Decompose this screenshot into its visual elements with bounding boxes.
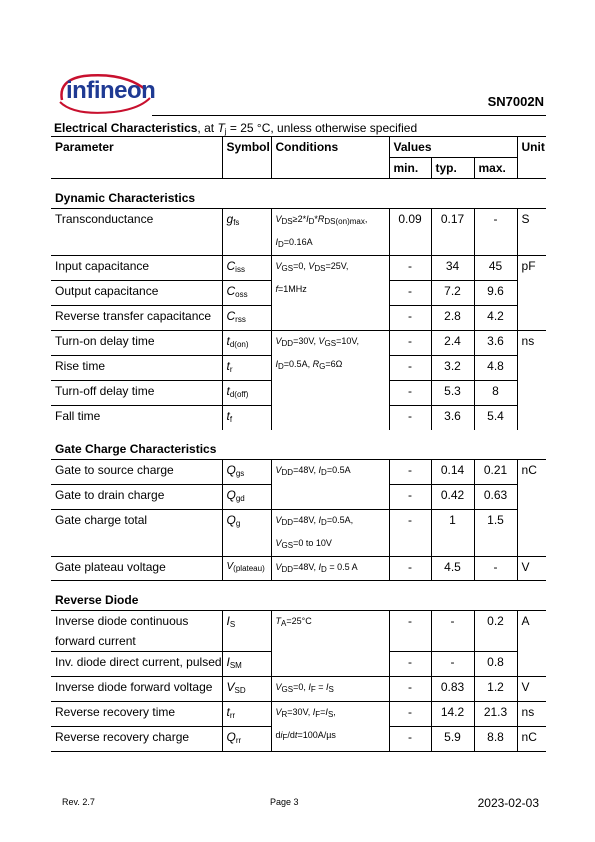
table-row: Reverse recovery time $t_{rr}$ $V_R=30V$, $I_F=I_S$, $di_F/dt=100A/\mu s$ - 14.2 21.3 ns [51, 702, 546, 727]
table-row: Transconductance $g_{fs}$ $V_{DS}\ge 2*I_D*R_{DS(on)max}$, $I_D=0.16A$ 0.09 0.17 - S [51, 209, 546, 256]
table-row: Turn-off delay time $t_{d(off)}$ - 5.3 8 [51, 381, 546, 406]
table-row: Rise time $t_r$ - 3.2 4.8 [51, 356, 546, 381]
footer-page: Page 3 [270, 797, 299, 807]
table-row: Reverse recovery charge $Q_{rr}$ - 5.9 8.8 nC [51, 727, 546, 752]
brand-name: infineon [66, 77, 156, 104]
section-title: Electrical Characteristics, at $T_j = 25$ °C, unless otherwise specified [54, 121, 418, 136]
col-min: min. [389, 158, 431, 179]
col-unit: Unit [517, 137, 546, 179]
header-divider [152, 115, 546, 116]
table-row: Fall time $t_f$ - 3.6 5.4 [51, 406, 546, 431]
table-row: Inverse diode continuous forward current $I_S$ $T_A=25^\circ C$ - - 0.2 A [51, 611, 546, 652]
electrical-characteristics-table [51, 136, 546, 752]
col-max: max. [474, 158, 517, 179]
section-gate-charge: Gate Charge Characteristics [51, 430, 546, 460]
table-row: Reverse transfer capacitance $C_{rss}$ - 2.8 4.2 [51, 306, 546, 331]
col-values: Values [389, 137, 517, 158]
col-symbol: Symbol [222, 137, 271, 179]
footer-revision: Rev. 2.7 [62, 797, 95, 807]
table-row: Input capacitance $C_{iss}$ $V_{GS}=0$, $V_{DS}=25V$, f=1MHz - 34 45 pF [51, 256, 546, 281]
footer-date: 2023-02-03 [477, 796, 539, 810]
section-dynamic: Dynamic Characteristics [51, 179, 546, 209]
section-reverse-diode: Reverse Diode [51, 581, 546, 611]
part-number: SN7002N [487, 94, 544, 109]
col-typ: typ. [431, 158, 474, 179]
col-conditions: Conditions [271, 137, 389, 179]
table-row: Gate to source charge $Q_{gs}$ $V_{DD}=48V$, $I_D=0.5A$ - 0.14 0.21 nC [51, 460, 546, 485]
table-row: Inverse diode forward voltage $V_{SD}$ $V_{GS}=0$, $I_F = I_S$ - 0.83 1.2 V [51, 677, 546, 702]
table-row: Turn-on delay time $t_{d(on)}$ $V_{DD}=30V$, $V_{GS}=10V$, $I_D=0.5A$, $R_G=6\Omega$ - 2.4 3.6 ns [51, 331, 546, 356]
table-row: Gate plateau voltage $V_{(plateau)}$ $V_{DD}=48V$, $I_D = 0.5$ A - 4.5 - V [51, 557, 546, 581]
col-parameter: Parameter [51, 137, 222, 179]
table-row: Output capacitance $C_{oss}$ - 7.2 9.6 [51, 281, 546, 306]
table-row: Gate to drain charge $Q_{gd}$ - 0.42 0.63 [51, 485, 546, 510]
table-row: Gate charge total $Q_g$ $V_{DD}=48V$, $I_D=0.5A$, $V_{GS}=0$ to 10V - 1 1.5 [51, 510, 546, 557]
table-row: Inv. diode direct current, pulsed $I_{SM}$ - - 0.8 [51, 652, 546, 677]
